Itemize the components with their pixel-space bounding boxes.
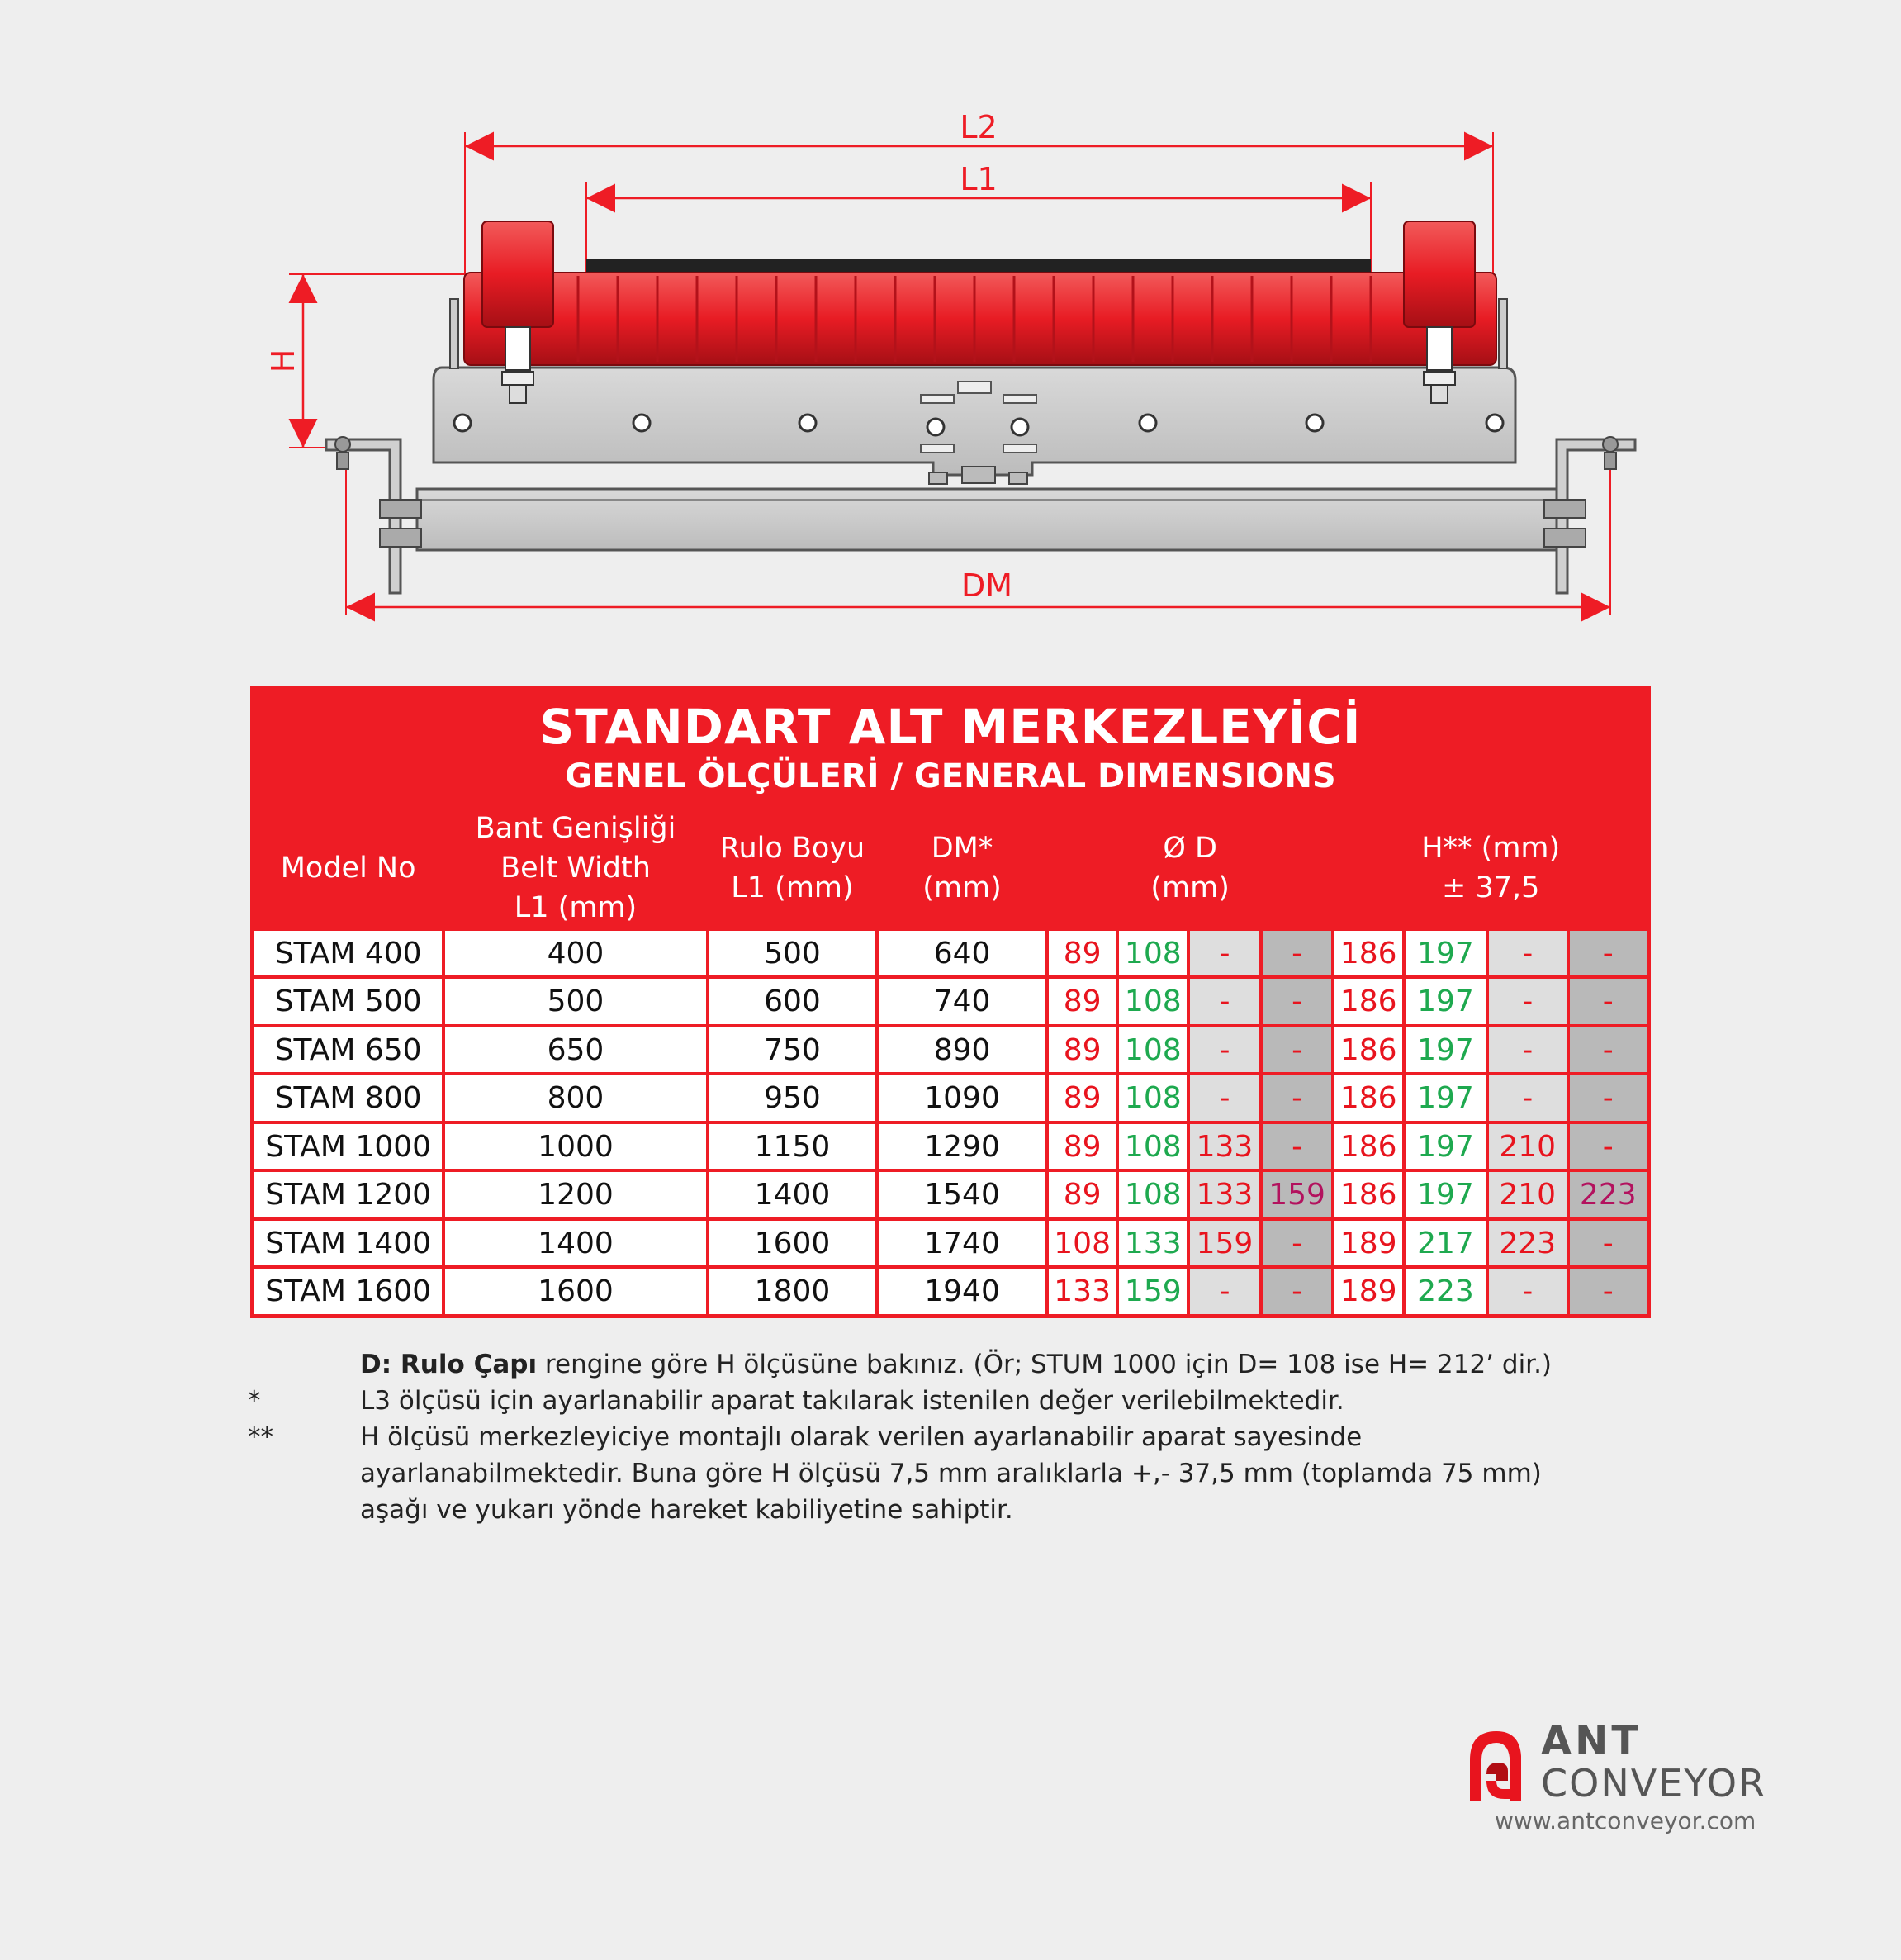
note-l3: * L3 ölçüsü için ayarlanabilir aparat takılarak istenilen değer verilebilmektedir.	[248, 1386, 1344, 1416]
cell-h: 189	[1333, 1219, 1404, 1267]
cell-diameter: 108	[1117, 1170, 1188, 1218]
cell-belt-width: 500	[443, 977, 707, 1025]
cell-h: 197	[1404, 977, 1487, 1025]
cell-h: 210	[1487, 1170, 1568, 1218]
brand-sub: CONVEYOR	[1541, 1761, 1767, 1806]
cell-h: -	[1568, 1026, 1649, 1074]
header-model: Model No	[253, 807, 444, 929]
cell-diameter: 89	[1047, 1026, 1118, 1074]
table-row	[253, 1074, 1649, 1122]
cell-roll-length: 1400	[708, 1170, 878, 1218]
cell-dm: 1940	[877, 1267, 1047, 1316]
cell-diameter: 89	[1047, 1170, 1118, 1218]
dim-label-dm: DM	[960, 567, 1013, 604]
note-roll-diameter: D: Rulo Çapı rengine göre H ölçüsüne bakınız. (Ör; STUM 1000 için D= 108 ise H= 212’ dir.)	[360, 1350, 1553, 1379]
cell-h: 217	[1404, 1219, 1487, 1267]
cell-h: -	[1568, 1219, 1649, 1267]
brand-logo	[1462, 1718, 1792, 1834]
cell-diameter: -	[1188, 1267, 1261, 1316]
dim-label-l1: L1	[960, 161, 998, 197]
table-row	[253, 929, 1649, 977]
cell-diameter: 108	[1117, 929, 1188, 977]
cell-belt-width: 650	[443, 1026, 707, 1074]
cell-diameter: -	[1261, 977, 1334, 1025]
cell-h: -	[1487, 929, 1568, 977]
cell-roll-length: 950	[708, 1074, 878, 1122]
table-subtitle: GENEL ÖLÇÜLERİ / GENERAL DIMENSIONS	[565, 757, 1336, 795]
cell-h: 197	[1404, 1026, 1487, 1074]
technical-drawing	[0, 0, 1901, 653]
header-dm: DM* (mm)	[877, 807, 1047, 929]
cell-model: STAM 1600	[253, 1267, 444, 1316]
header-h: H** (mm) ± 37,5	[1333, 807, 1648, 929]
cell-h: -	[1487, 977, 1568, 1025]
cell-diameter: -	[1261, 1219, 1334, 1267]
cell-belt-width: 400	[443, 929, 707, 977]
cell-diameter: 108	[1117, 977, 1188, 1025]
brand-url[interactable]: www.antconveyor.com	[1495, 1807, 1756, 1834]
cell-diameter: 108	[1117, 1026, 1188, 1074]
header-roll-diameter: Ø D (mm)	[1047, 807, 1334, 929]
cell-diameter: 133	[1188, 1122, 1261, 1170]
brand-name: ANT	[1541, 1718, 1643, 1764]
cell-diameter: -	[1261, 1122, 1334, 1170]
cell-dm: 1290	[877, 1122, 1047, 1170]
cell-h: 186	[1333, 1074, 1404, 1122]
cell-roll-length: 500	[708, 929, 878, 977]
cell-model: STAM 1000	[253, 1122, 444, 1170]
cell-h: 186	[1333, 1170, 1404, 1218]
cell-diameter: -	[1188, 929, 1261, 977]
table-row	[253, 1026, 1649, 1074]
cell-roll-length: 750	[708, 1026, 878, 1074]
cell-diameter: 89	[1047, 1074, 1118, 1122]
header-roll-length: Rulo Boyu L1 (mm)	[708, 807, 878, 929]
cell-h: 197	[1404, 1122, 1487, 1170]
table-row	[253, 1170, 1649, 1218]
cell-h: 186	[1333, 929, 1404, 977]
cell-belt-width: 1000	[443, 1122, 707, 1170]
cell-belt-width: 1200	[443, 1170, 707, 1218]
cell-dm: 1090	[877, 1074, 1047, 1122]
table-title-cell	[253, 688, 1649, 808]
cell-diameter: 89	[1047, 977, 1118, 1025]
table-row	[253, 1122, 1649, 1170]
cell-model: STAM 500	[253, 977, 444, 1025]
dim-label-h: H	[265, 349, 301, 373]
cell-model: STAM 1400	[253, 1219, 444, 1267]
cell-diameter: 159	[1117, 1267, 1188, 1316]
cell-belt-width: 1600	[443, 1267, 707, 1316]
cell-diameter: 133	[1047, 1267, 1118, 1316]
cell-dm: 740	[877, 977, 1047, 1025]
cell-diameter: 89	[1047, 1122, 1118, 1170]
cell-belt-width: 1400	[443, 1219, 707, 1267]
lower-beam	[417, 489, 1565, 550]
cell-diameter: 133	[1188, 1170, 1261, 1218]
cell-diameter: 89	[1047, 929, 1118, 977]
dim-label-l2: L2	[960, 109, 998, 145]
cell-h: -	[1568, 1122, 1649, 1170]
table-row	[253, 1219, 1649, 1267]
upper-frame	[434, 368, 1515, 484]
cell-belt-width: 800	[443, 1074, 707, 1122]
table-row	[253, 1267, 1649, 1316]
left-mount-bracket	[326, 437, 421, 593]
cell-diameter: -	[1188, 1026, 1261, 1074]
cell-h: 186	[1333, 1026, 1404, 1074]
right-mount-bracket	[1544, 437, 1635, 593]
cell-h: -	[1568, 1074, 1649, 1122]
cell-h: -	[1487, 1026, 1568, 1074]
cell-diameter: -	[1261, 929, 1334, 977]
note-h-adjust-cont-2: aşağı ve yukarı yönde hareket kabiliyetine sahiptir.	[360, 1495, 1013, 1525]
cell-model: STAM 800	[253, 1074, 444, 1122]
cell-h: 186	[1333, 1122, 1404, 1170]
header-belt-width: Bant Genişliği Belt Width L1 (mm)	[443, 807, 707, 929]
cell-roll-length: 1150	[708, 1122, 878, 1170]
notes	[248, 1346, 1652, 1528]
cell-h: 223	[1568, 1170, 1649, 1218]
cell-h: 223	[1404, 1267, 1487, 1316]
logo-mark-icon	[1462, 1723, 1528, 1806]
note-h-adjust: ** H ölçüsü merkezleyiciye montajlı olarak verilen ayarlanabilir aparat sayesinde	[248, 1422, 1363, 1452]
cell-diameter: 159	[1261, 1170, 1334, 1218]
cell-model: STAM 650	[253, 1026, 444, 1074]
cell-diameter: -	[1261, 1267, 1334, 1316]
cell-model: STAM 1200	[253, 1170, 444, 1218]
cell-h: 210	[1487, 1122, 1568, 1170]
cell-diameter: 108	[1047, 1219, 1118, 1267]
cell-h: 197	[1404, 1170, 1487, 1218]
cell-diameter: 108	[1117, 1122, 1188, 1170]
cell-dm: 890	[877, 1026, 1047, 1074]
cell-h: -	[1568, 977, 1649, 1025]
cell-diameter: 159	[1188, 1219, 1261, 1267]
cell-diameter: 108	[1117, 1074, 1188, 1122]
cell-diameter: 133	[1117, 1219, 1188, 1267]
cell-h: -	[1487, 1267, 1568, 1316]
cell-roll-length: 600	[708, 977, 878, 1025]
cell-diameter: -	[1261, 1074, 1334, 1122]
cell-model: STAM 400	[253, 929, 444, 977]
note-h-adjust-cont-1: ayarlanabilmektedir. Buna göre H ölçüsü 7,5 mm aralıklarla +,- 37,5 mm (toplamda 75 mm)	[360, 1459, 1542, 1488]
cell-h: 223	[1487, 1219, 1568, 1267]
table-title: STANDART ALT MERKEZLEYİCİ	[539, 699, 1362, 755]
cell-diameter: -	[1188, 1074, 1261, 1122]
cell-h: 197	[1404, 929, 1487, 977]
cell-h: -	[1487, 1074, 1568, 1122]
cell-h: 189	[1333, 1267, 1404, 1316]
cell-dm: 1540	[877, 1170, 1047, 1218]
cell-dm: 640	[877, 929, 1047, 977]
center-roller	[464, 259, 1496, 365]
table-row	[253, 977, 1649, 1025]
cell-h: 197	[1404, 1074, 1487, 1122]
cell-diameter: -	[1261, 1026, 1334, 1074]
cell-diameter: -	[1188, 977, 1261, 1025]
cell-h: 186	[1333, 977, 1404, 1025]
cell-roll-length: 1600	[708, 1219, 878, 1267]
dimensions-table	[250, 686, 1651, 1318]
cell-dm: 1740	[877, 1219, 1047, 1267]
cell-h: -	[1568, 1267, 1649, 1316]
cell-roll-length: 1800	[708, 1267, 878, 1316]
cell-h: -	[1568, 929, 1649, 977]
